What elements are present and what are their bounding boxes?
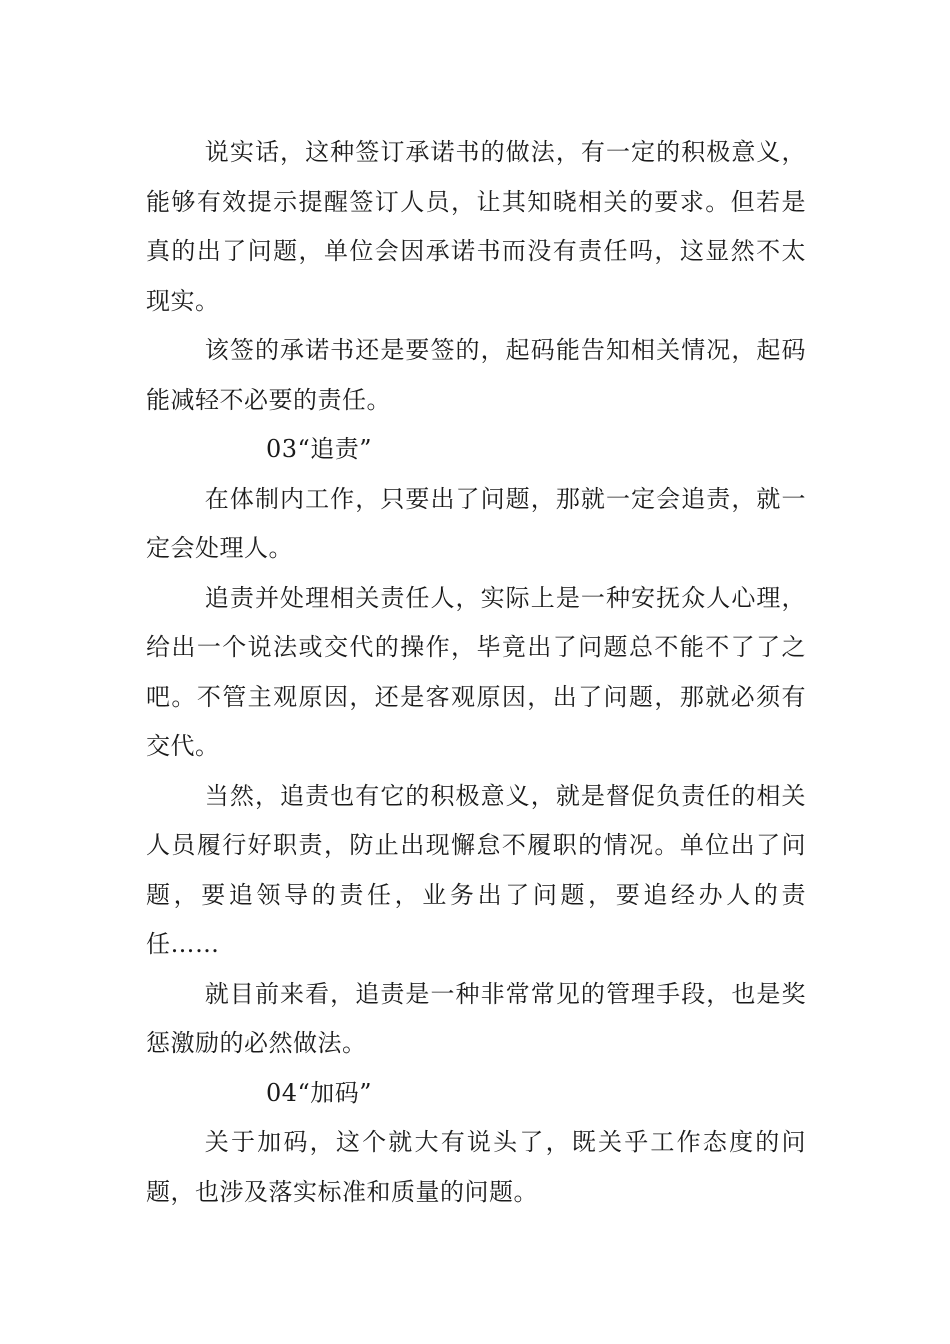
paragraph: 就目前来看，追责是一种非常常见的管理手段，也是奖惩激励的必然做法。 [146,979,806,1057]
section-heading: 04“加码” [266,1078,373,1107]
paragraph: 说实话，这种签订承诺书的做法，有一定的积极意义，能够有效提示提醒签订人员，让其知晓相关的要求。但若是真的出了问题，单位会因承诺书而没有责任吗，这显然不太现实。 [146,138,806,315]
paragraph: 追责并处理相关责任人，实际上是一种安抚众人心理，给出一个说法或交代的操作，毕竟出了问题总不能不了了之吧。不管主观原因，还是客观原因，出了问题，那就必须有交代。 [146,583,806,760]
paragraph: 该签的承诺书还是要签的，起码能告知相关情况，起码能减轻不必要的责任。 [146,336,806,414]
document-body [146,128,806,1217]
paragraph: 当然，追责也有它的积极意义，就是督促负责任的相关人员履行好职责，防止出现懈怠不履职的情况。单位出了问题，要追领导的责任，业务出了问题，要追经办人的责任…… [146,781,806,958]
paragraph: 在体制内工作，只要出了问题，那就一定会追责，就一定会处理人。 [146,484,806,562]
paragraph: 关于加码，这个就大有说头了，既关乎工作态度的问题，也涉及落实标准和质量的问题。 [146,1128,806,1206]
section-heading: 03“追责” [266,435,373,463]
